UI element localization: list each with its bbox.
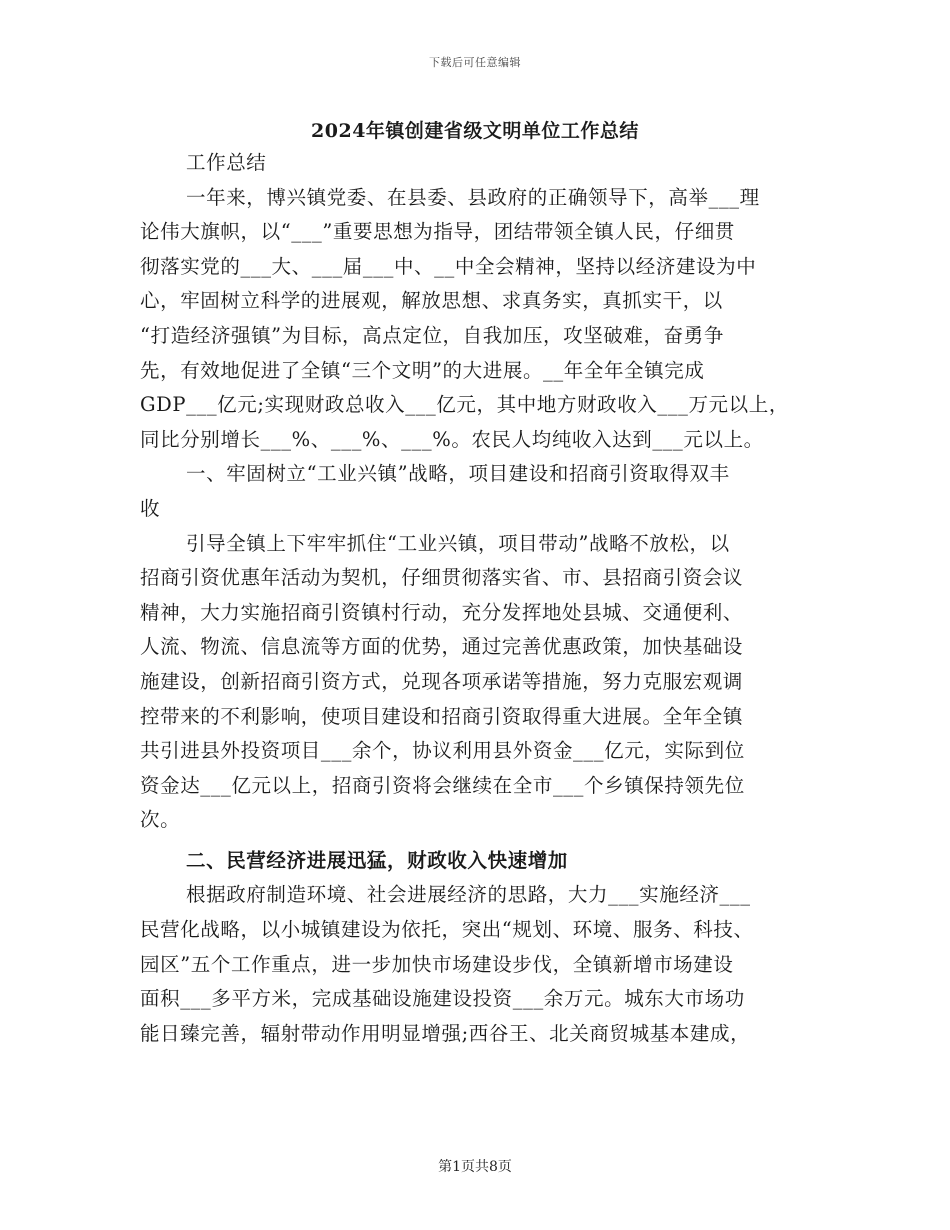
subtitle: 工作总结 <box>186 151 267 174</box>
text-line: 同比分别增长___%、___%、___%。农民人均纯收入达到___元以上。 <box>140 427 764 451</box>
text-line: 能日臻完善，辐射带动作用明显增强;西谷王、北关商贸城基本建成， <box>140 1021 751 1045</box>
page-number: 第1页共8页 <box>438 1159 512 1175</box>
paragraph-private-economy <box>140 878 820 1051</box>
text-line: 一、牢固树立“工业兴镇”战略，项目建设和招商引资取得双丰 <box>186 462 730 486</box>
text-line: 招商引资优惠年活动为契机，仔细贯彻落实省、市、县招商引资会议 <box>140 566 744 590</box>
section-heading-1 <box>140 457 820 526</box>
text-line: 控带来的不利影响，使项目建设和招商引资取得重大进展。全年全镇 <box>140 704 744 728</box>
text-line: 园区”五个工作重点，进一步加快市场建设步伐，全镇新增市场建设 <box>140 952 734 976</box>
text-line: 收 <box>140 496 161 520</box>
text-line: 彻落实党的___大、___届___中、__中全会精神，坚持以经济建设为中 <box>140 254 757 278</box>
document-body <box>140 146 820 1051</box>
text-line: 精神，大力实施招商引资镇村行动，充分发挥地处县城、交通便利、 <box>140 600 744 624</box>
text-line: 人流、物流、信息流等方面的优势，通过完善优惠政策，加快基础设 <box>140 635 744 659</box>
text-line: 一年来，博兴镇党委、在县委、县政府的正确领导下，高举___理 <box>186 185 760 209</box>
text-line: 先，有效地促进了全镇“三个文明”的大进展。__年全年全镇完成 <box>140 358 705 382</box>
text-line: 资金达___亿元以上，招商引资将会继续在全市___个乡镇保持领先位 <box>140 773 745 797</box>
section-heading-2: 二、民营经济进展迅猛，财政收入快速增加 <box>186 848 568 872</box>
text-line: 民营化战略，以小城镇建设为依托，突出“规划、环境、服务、科技、 <box>140 918 754 942</box>
text-line: 论伟大旗帜，以“___”重要思想为指导，团结带领全镇人民，仔细贯 <box>140 220 735 244</box>
text-line: 根据政府制造环境、社会进展经济的思路，大力___实施经济___ <box>186 883 751 907</box>
text-line: 次。 <box>140 808 181 832</box>
header-note: 下载后可任意编辑 <box>429 56 521 69</box>
text-line: 共引进县外投资项目___余个，协议利用县外资金___亿元，实际到位 <box>140 739 745 763</box>
document-title: 2024年镇创建省级文明单位工作总结 <box>311 120 639 142</box>
text-line: 引导全镇上下牢牢抓住“工业兴镇，项目带动”战略不放松，以 <box>186 531 730 555</box>
text-line: 施建设，创新招商引资方式，兑现各项承诺等措施，努力克服宏观调 <box>140 669 744 693</box>
text-line: “打造经济强镇”为目标，高点定位，自我加压，攻坚破难，奋勇争 <box>140 323 724 347</box>
paragraph-investment <box>140 527 820 838</box>
text-line: GDP___亿元;实现财政总收入___亿元，其中地方财政收入___万元以上， <box>140 393 789 417</box>
paragraph-intro <box>140 181 820 458</box>
text-line: 面积___多平方米，完成基础设施建设投资___余万元。城东大市场功 <box>140 987 745 1011</box>
text-line: 心，牢固树立科学的进展观，解放思想、求真务实，真抓实干，以 <box>140 289 723 313</box>
